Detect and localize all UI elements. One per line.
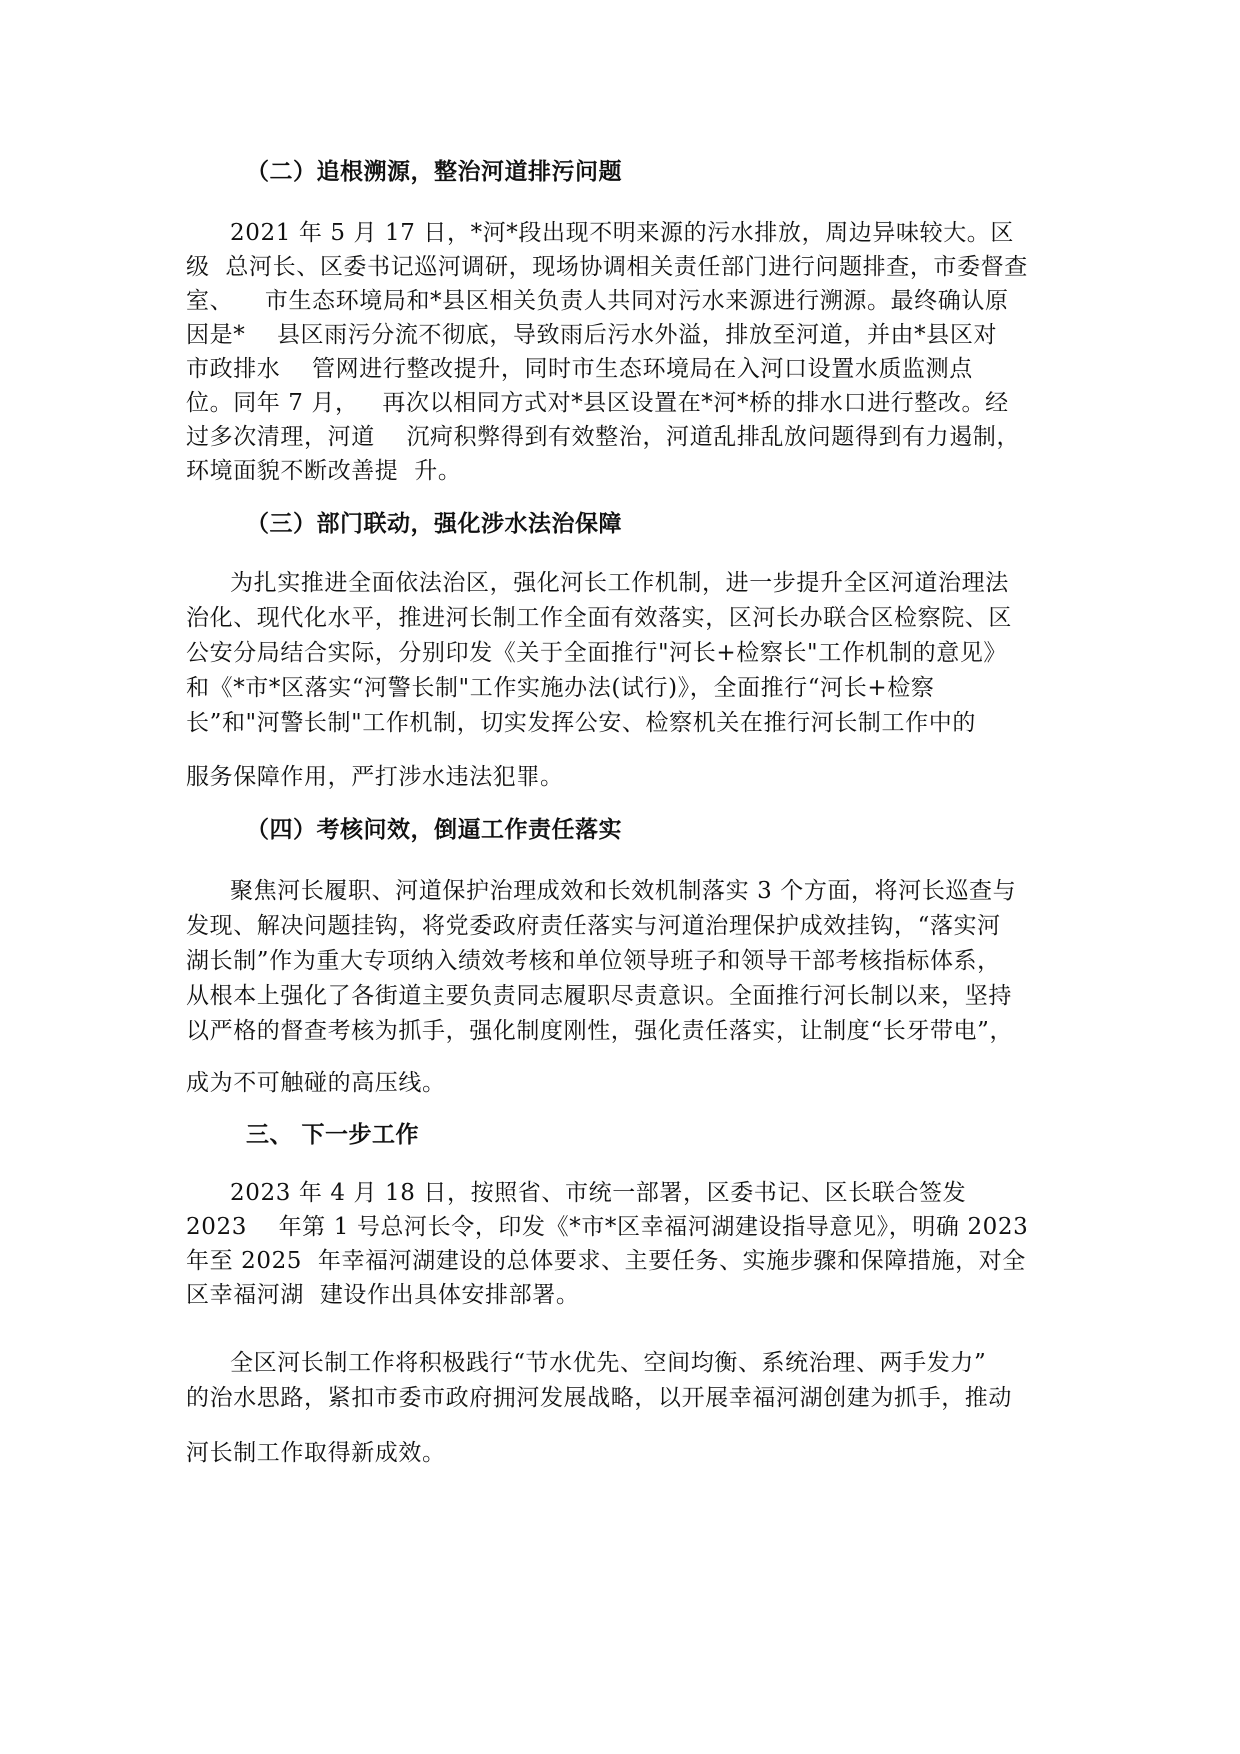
section-heading-3: （三）部门联动，强化涉水法治保障	[246, 511, 622, 537]
paragraph-line: 服务保障作用，严打涉水违法犯罪。	[186, 764, 564, 790]
paragraph-line: 以严格的督查考核为抓手，强化制度刚性，强化责任落实，让制度“长牙带电”，	[186, 1018, 1014, 1044]
paragraph-line: 过多次清理，河道 沉疴积弊得到有效整治，河道乱排乱放问题得到有力遏制，	[186, 424, 1021, 450]
paragraph-line: 长”和"河警长制"工作机制，切实发挥公安、检察机关在推行河长制工作中的	[186, 710, 976, 736]
paragraph-line: 2021 年 5 月 17 日，*河*段出现不明来源的污水排放，周边异味较大。区	[230, 220, 1014, 246]
paragraph-line: 级 总河长、区委书记巡河调研，现场协调相关责任部门进行问题排查，市委督查	[186, 254, 1028, 280]
paragraph-line: 发现、解决问题挂钩，将党委政府责任落实与河道治理保护成效挂钩，“落实河	[186, 913, 1001, 939]
paragraph-line: 公安分局结合实际，分别印发《关于全面推行"河长+检察长"工作机制的意见》	[186, 640, 1008, 666]
paragraph-line: 成为不可触碰的高压线。	[186, 1070, 446, 1096]
paragraph-line: 因是* 县区雨污分流不彻底，导致雨后污水外溢，排放至河道，并由*县区对	[186, 322, 998, 348]
paragraph-line: 治化、现代化水平，推进河长制工作全面有效落实，区河长办联合区检察院、区	[186, 605, 1012, 631]
paragraph-line: 位。同年 7 月， 再次以相同方式对*县区设置在*河*桥的排水口进行整改。经	[186, 390, 1009, 416]
paragraph-line: 市政排水 管网进行整改提升，同时市生态环境局在入河口设置水质监测点	[186, 356, 973, 382]
document-page	[186, 0, 1054, 1754]
paragraph-line: 和《*市*区落实“河警长制"工作实施办法(试行)》，全面推行“河长+检察	[186, 675, 935, 701]
paragraph-line: 区幸福河湖 建设作出具体安排部署。	[186, 1282, 580, 1308]
paragraph-line: 年至 2025 年幸福河湖建设的总体要求、主要任务、实施步骤和保障措施，对全	[186, 1248, 1026, 1274]
paragraph-line: 2023 年 4 月 18 日，按照省、市统一部署，区委书记、区长联合签发	[230, 1180, 967, 1206]
paragraph-line: 2023 年第 1 号总河长令，印发《*市*区幸福河湖建设指导意见》，明确 2023	[186, 1214, 1029, 1240]
paragraph-line: 全区河长制工作将积极践行“节水优先、空间均衡、系统治理、两手发力”	[230, 1350, 987, 1376]
paragraph-line: 湖长制”作为重大专项纳入绩效考核和单位领导班子和领导干部考核指标体系，	[186, 948, 1001, 974]
section-heading-next-steps: 三、 下一步工作	[246, 1122, 420, 1148]
paragraph-line: 从根本上强化了各街道主要负责同志履职尽责意识。全面推行河长制以来，坚持	[186, 983, 1012, 1009]
paragraph-line: 室、 市生态环境局和*县区相关负责人共同对污水来源进行溯源。最终确认原	[186, 288, 1009, 314]
paragraph-line: 环境面貌不断改善提 升。	[186, 458, 462, 484]
paragraph-line: 为扎实推进全面依法治区，强化河长工作机制，进一步提升全区河道治理法	[230, 570, 1009, 596]
paragraph-line: 聚焦河长履职、河道保护治理成效和长效机制落实 3 个方面，将河长巡查与	[230, 878, 1017, 904]
paragraph-line: 河长制工作取得新成效。	[186, 1440, 446, 1466]
paragraph-line: 的治水思路，紧扣市委市政府拥河发展战略，以开展幸福河湖创建为抓手，推动	[186, 1385, 1012, 1411]
section-heading-2: （二）追根溯源，整治河道排污问题	[246, 159, 622, 185]
section-heading-4: （四）考核问效，倒逼工作责任落实	[246, 817, 622, 843]
